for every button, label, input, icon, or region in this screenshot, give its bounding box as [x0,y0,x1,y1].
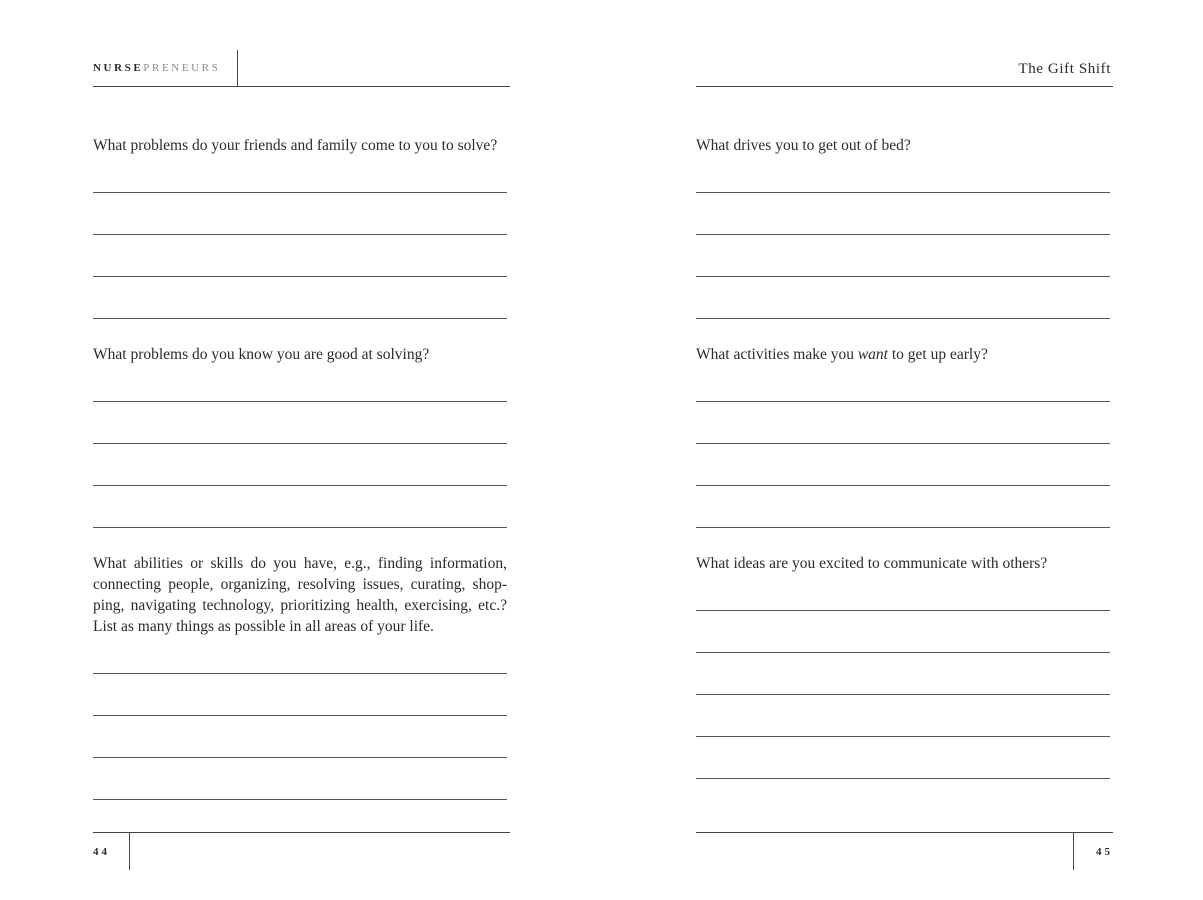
question-3: What abilities or skills do you have, e.g., finding information, connecting people, organizing, resolving issues, curating, shop-ping, navigating technology, prioritizing health, exercising, etc.? List as many things as possible in all areas of your life. [93,555,507,635]
answer-line[interactable] [93,234,507,235]
answer-line[interactable] [93,192,507,193]
answer-line[interactable] [93,318,507,319]
running-header-brand [93,62,220,74]
question-6: What ideas are you excited to communicate with others? [696,555,1048,572]
answer-line[interactable] [696,401,1110,402]
brand-light: PRENEURS [143,62,221,74]
answer-line[interactable] [93,757,507,758]
question-5-end: to get up early? [888,346,988,363]
page-number: 45 [1096,846,1113,858]
question-5-emphasis: want [857,346,888,363]
answer-line[interactable] [696,778,1110,779]
answer-line[interactable] [93,715,507,716]
footer-rule [696,832,1113,833]
header-rule [93,86,510,87]
right-page [696,0,1113,900]
answer-line[interactable] [93,276,507,277]
answer-line[interactable] [696,652,1110,653]
answer-line[interactable] [696,443,1110,444]
answer-line[interactable] [696,736,1110,737]
answer-line[interactable] [696,234,1110,235]
answer-line[interactable] [93,443,507,444]
footer-divider [1073,832,1074,870]
footer-divider [129,832,130,870]
answer-line[interactable] [696,694,1110,695]
answer-line[interactable] [93,799,507,800]
answer-line[interactable] [93,673,507,674]
question-5 [696,344,1110,365]
header-rule [696,86,1113,87]
answer-line[interactable] [696,527,1110,528]
answer-line[interactable] [696,192,1110,193]
answer-line[interactable] [696,276,1110,277]
answer-line[interactable] [696,485,1110,486]
answer-line[interactable] [93,527,507,528]
answer-line[interactable] [696,610,1110,611]
question-4: What drives you to get out of bed? [696,137,911,154]
question-1: What problems do your friends and family come to you to solve? [93,137,498,154]
header-divider [237,50,238,87]
running-header-chapter-title: The Gift Shift [1018,61,1111,77]
brand-bold: NURSE [93,62,144,74]
question-5-start: What activities make you [696,346,858,363]
answer-line[interactable] [93,401,507,402]
left-page [93,0,510,900]
footer-rule [93,832,510,833]
page-number: 44 [93,846,110,858]
answer-line[interactable] [696,318,1110,319]
answer-line[interactable] [93,485,507,486]
question-2: What problems do you know you are good at solving? [93,346,430,363]
